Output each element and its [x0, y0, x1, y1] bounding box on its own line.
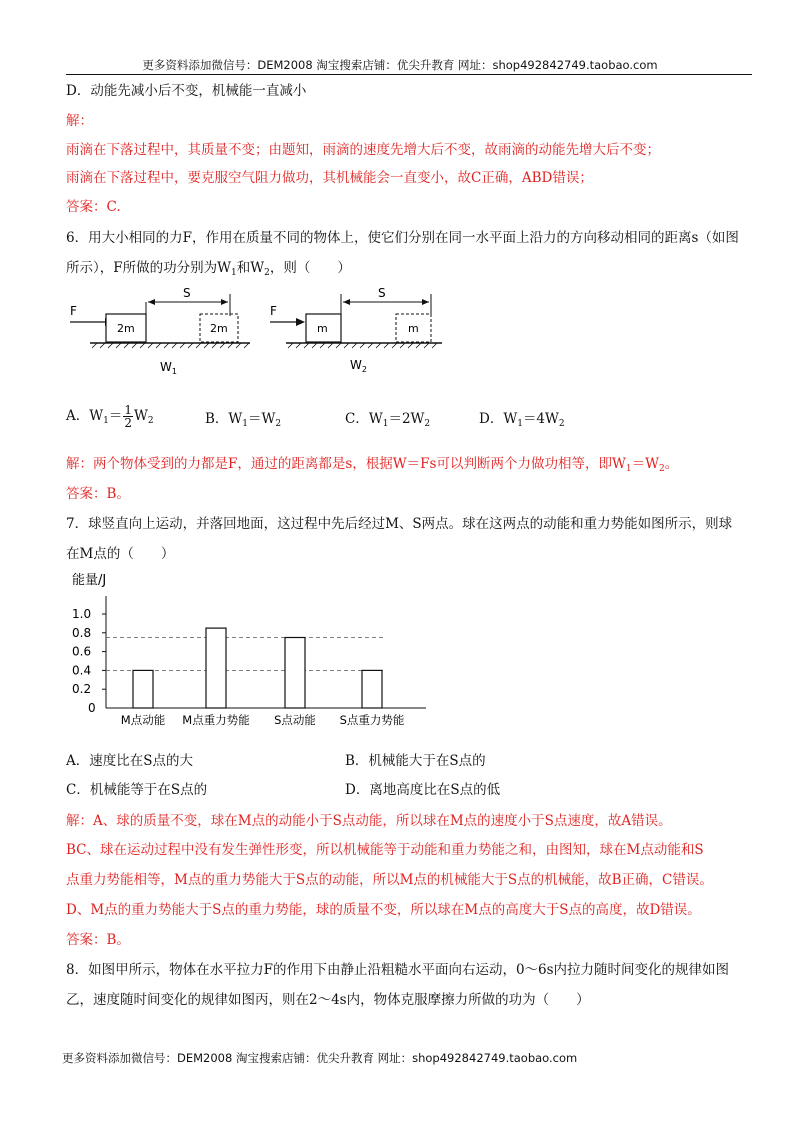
q5-solution-label: 解：	[66, 113, 93, 129]
category-label: M点动能	[120, 713, 166, 727]
q5-option-d: D．动能先减小后不变，机械能一直减小	[66, 83, 307, 99]
distance-label: S	[183, 286, 191, 300]
q5-answer: 答案：C.	[66, 199, 121, 215]
q6-stem-line-1: 6．用大小相同的力F，作用在质量不同的物体上，使它们分别在同一水平面上沿力的方向移动相同的距离s（如图	[66, 230, 739, 246]
q7-solution-line-2: BC、球在运动过程中没有发生弹性形变，所以机械能等于动能和重力势能之和，由图知，球在M点动能和S	[66, 842, 704, 858]
q6-figure-right	[270, 286, 442, 374]
q6-stem-line-2: 所示），F所做的功分别为$W_1$和$W_2$，则（ ）	[66, 260, 351, 278]
q6-force-figure	[60, 282, 450, 382]
q6-solution: 解：两个物体受到的力都是F，通过的距离都是s，根据W＝Fs可以判断两个力做功相等，即$W_1=W_2$。	[66, 456, 679, 474]
y-tick-label: 0	[88, 701, 96, 715]
y-tick-label: 1.0	[72, 607, 92, 621]
q7-solution-line-3: 点重力势能相等，M点的重力势能大于S点的动能，所以M点的机械能大于S点的机械能，故B正确，C错误。	[66, 872, 713, 888]
q7-option-c: C．机械能等于在S点的	[66, 782, 208, 798]
q7-stem-line-2: 在M点的（ ）	[66, 546, 175, 562]
q6-option-a: A．$W_1=$ $\frac{1}{2}$ $W_2$	[66, 403, 154, 430]
y-tick-label: 0.8	[72, 625, 92, 640]
category-label: M点重力势能	[182, 713, 250, 727]
q7-option-a: A．速度比在S点的大	[66, 753, 193, 769]
q7-solution-line-4: D、M点的重力势能大于S点的重力势能，球的质量不变，所以球在M点的高度大于S点的高度，故D错误。	[66, 902, 701, 918]
block-label: m	[317, 322, 328, 335]
q6-option-b: B．$W_1=W_2$	[205, 411, 282, 429]
q7-option-d: D．离地高度比在S点的低	[345, 782, 501, 798]
q6-option-d: D．$W_1=4W_2$	[479, 411, 565, 429]
q6-option-c: C．$W_1=2W_2$	[345, 411, 431, 429]
y-tick-label: 0.6	[72, 644, 92, 659]
q7-stem-line-1: 7．球竖直向上运动，并落回地面，这过程中先后经过M、S两点。球在这两点的动能和重力势能如图所示，则球	[66, 516, 733, 532]
force-label: F	[70, 304, 77, 318]
block-moved-label: 2m	[210, 322, 228, 335]
bar	[133, 670, 153, 708]
bar	[362, 670, 382, 708]
y-tick-label: 0.4	[72, 663, 92, 678]
q7-answer: 答案：B。	[66, 932, 130, 948]
bar	[285, 638, 305, 709]
q7-energy-chart	[66, 568, 446, 738]
q8-stem-line-2: 乙，速度随时间变化的规律如图丙，则在2～4s内，物体克服摩擦力所做的功为（ ）	[66, 992, 590, 1008]
q6-answer: 答案：B。	[66, 486, 130, 502]
page-header: 更多资料添加微信号：DEM2008 淘宝搜索店铺：优尖升教育 网址：shop492842749.taobao.com	[142, 58, 658, 72]
y-axis-label: 能量/J	[72, 573, 107, 588]
category-label: S点重力势能	[339, 713, 405, 727]
q7-solution-line-1: 解：A、球的质量不变，球在M点的动能小于S点动能，所以球在M点的速度小于S点速度，故A错误。	[66, 813, 672, 829]
q7-option-b: B．机械能大于在S点的	[345, 753, 486, 769]
q5-solution-line-1: 雨滴在下落过程中，其质量不变；由题知，雨滴的速度先增大后不变，故雨滴的动能先增大后不变；	[66, 142, 660, 158]
work-label-w1: $W_1$	[160, 360, 177, 376]
force-label: F	[270, 304, 277, 318]
q5-solution-line-2: 雨滴在下落过程中，要克服空气阻力做功，其机械能会一直变小，故C正确，ABD错误；	[66, 170, 593, 186]
q8-stem-line-1: 8．如图甲所示，物体在水平拉力F的作用下由静止沿粗糙水平面向右运动，0～6s内拉力随时间变化的规律如图	[66, 962, 730, 978]
work-label-w2: $W_2$	[350, 358, 367, 374]
block-moved-label: m	[408, 322, 419, 335]
header-rule	[66, 74, 752, 75]
y-tick-label: 0.2	[72, 682, 92, 697]
page-footer: 更多资料添加微信号：DEM2008 淘宝搜索店铺：优尖升教育 网址：shop492842749.taobao.com	[62, 1051, 578, 1065]
q6-figure-left	[70, 286, 250, 376]
bar	[206, 628, 226, 708]
category-label: S点动能	[274, 713, 316, 727]
block-label: 2m	[117, 322, 135, 335]
distance-label: S	[378, 286, 386, 300]
